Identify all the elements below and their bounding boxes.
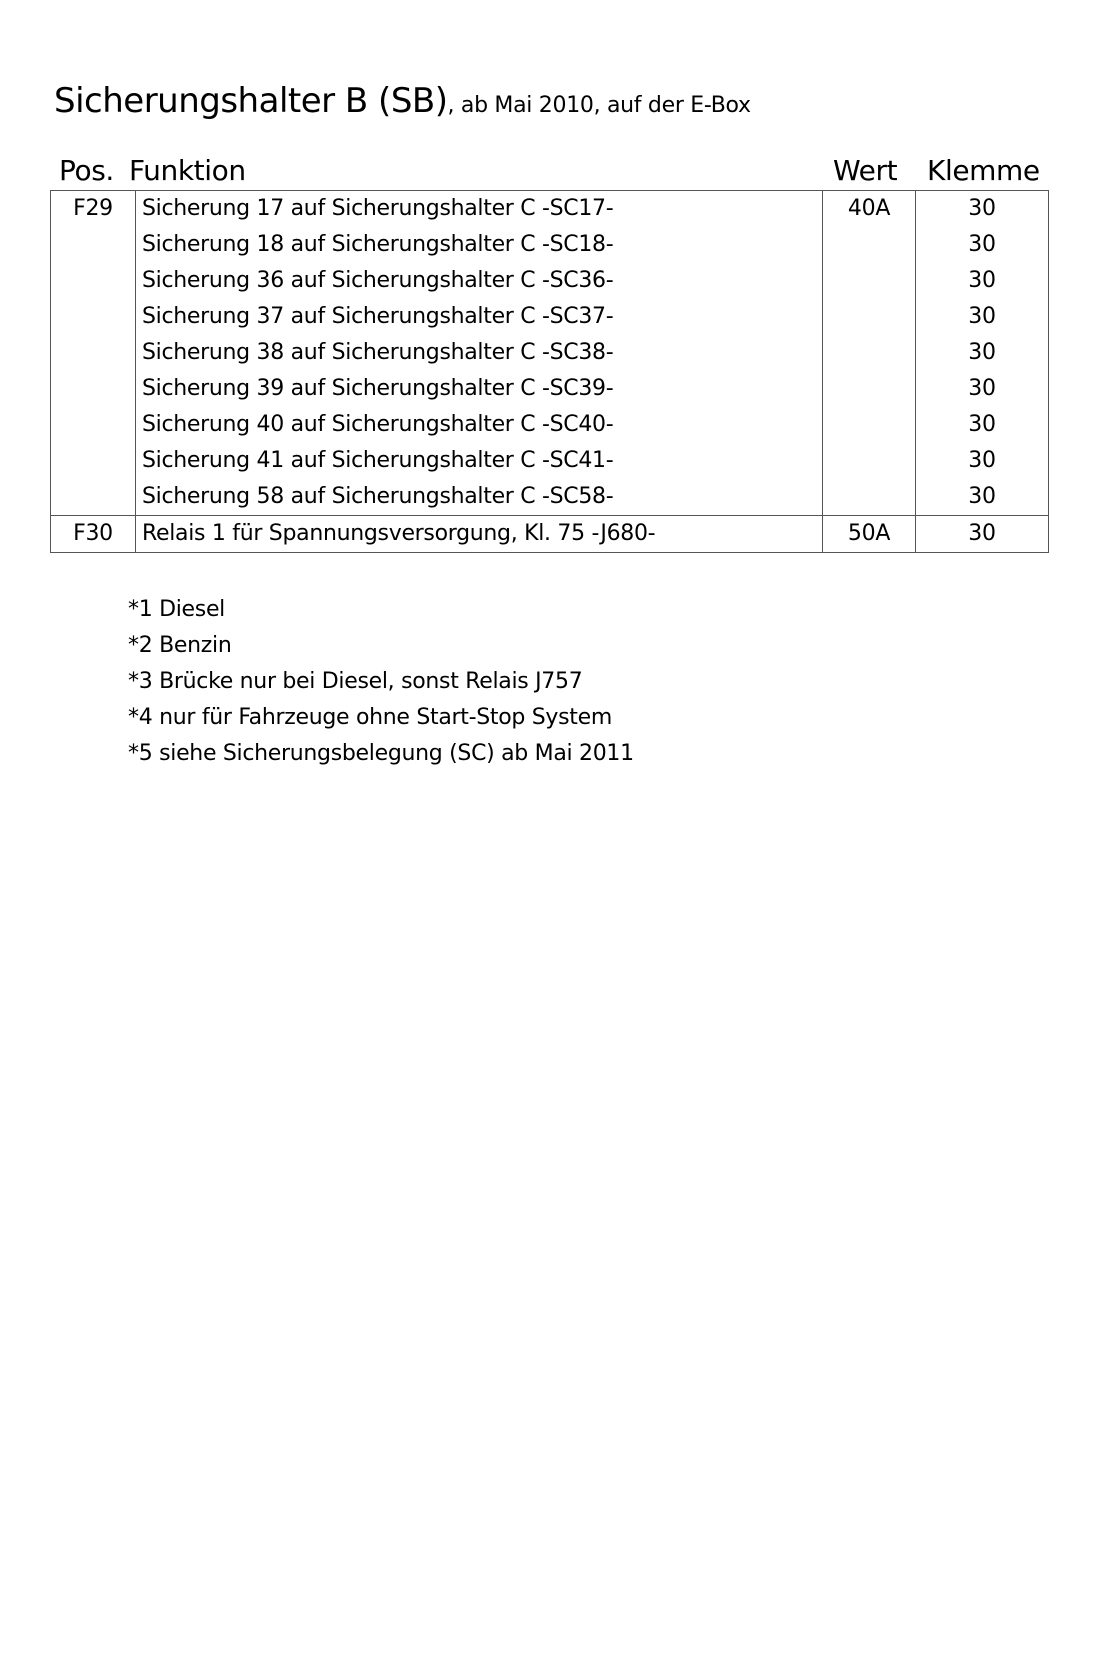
footnote: *2 Benzin <box>128 633 232 658</box>
table-row <box>51 191 1049 228</box>
column-headers <box>50 154 1049 190</box>
fuse-function: Sicherung 39 auf Sicherungshalter C -SC39- <box>136 371 823 407</box>
fuse-terminal: 30 <box>916 299 1049 335</box>
fuse-group-f29 <box>51 191 1049 516</box>
fuse-position: F29 <box>51 191 136 516</box>
fuse-position: F30 <box>51 516 136 553</box>
fuse-function: Sicherung 41 auf Sicherungshalter C -SC41- <box>136 443 823 479</box>
column-header-pos: Pos. <box>59 154 114 187</box>
fuse-terminal: 30 <box>916 371 1049 407</box>
fuse-rating: 40A <box>823 191 916 516</box>
footnotes <box>128 592 634 772</box>
column-header-funktion: Funktion <box>129 154 246 187</box>
fuse-table <box>50 190 1049 553</box>
fuse-function: Sicherung 36 auf Sicherungshalter C -SC36- <box>136 263 823 299</box>
table-row <box>51 516 1049 553</box>
fuse-function: Sicherung 18 auf Sicherungshalter C -SC18- <box>136 227 823 263</box>
fuse-rating: 50A <box>823 516 916 553</box>
fuse-function: Sicherung 58 auf Sicherungshalter C -SC58- <box>136 479 823 516</box>
title-subtitle: , ab Mai 2010, auf der E-Box <box>447 93 751 118</box>
fuse-terminal: 30 <box>916 227 1049 263</box>
page-title <box>54 81 751 121</box>
footnote: *1 Diesel <box>128 597 225 622</box>
fuse-function: Sicherung 37 auf Sicherungshalter C -SC37- <box>136 299 823 335</box>
fuse-terminal: 30 <box>916 407 1049 443</box>
fuse-terminal: 30 <box>916 263 1049 299</box>
fuse-terminal: 30 <box>916 443 1049 479</box>
title-main: Sicherungshalter B (SB) <box>54 81 448 121</box>
fuse-terminal: 30 <box>916 516 1049 553</box>
fuse-function: Relais 1 für Spannungsversorgung, Kl. 75 -J680- <box>136 516 823 553</box>
fuse-function: Sicherung 40 auf Sicherungshalter C -SC40- <box>136 407 823 443</box>
fuse-function: Sicherung 17 auf Sicherungshalter C -SC17- <box>136 191 823 228</box>
fuse-function: Sicherung 38 auf Sicherungshalter C -SC38- <box>136 335 823 371</box>
footnote: *5 siehe Sicherungsbelegung (SC) ab Mai 2011 <box>128 741 634 766</box>
fuse-terminal: 30 <box>916 335 1049 371</box>
fuse-terminal: 30 <box>916 479 1049 516</box>
column-header-wert: Wert <box>833 154 898 187</box>
footnote: *4 nur für Fahrzeuge ohne Start-Stop System <box>128 705 612 730</box>
footnote: *3 Brücke nur bei Diesel, sonst Relais J757 <box>128 669 583 694</box>
column-header-klemme: Klemme <box>927 154 1040 187</box>
fuse-terminal: 30 <box>916 191 1049 228</box>
fuse-group-f30 <box>51 516 1049 553</box>
